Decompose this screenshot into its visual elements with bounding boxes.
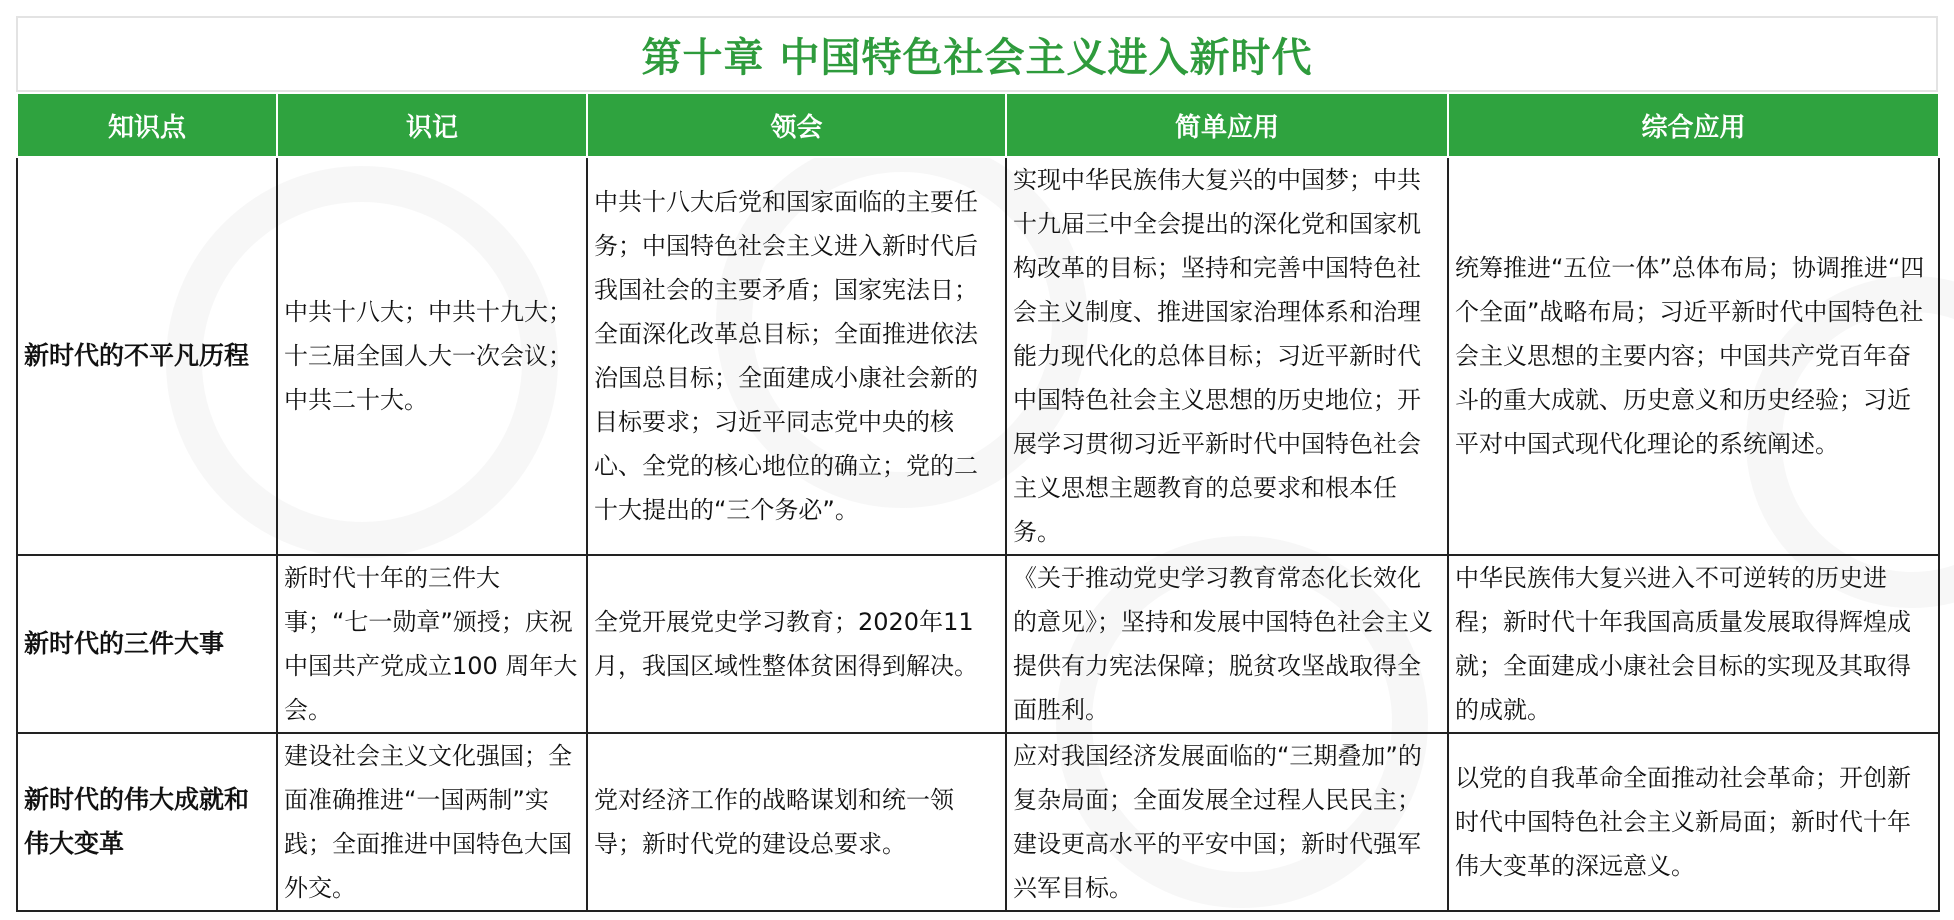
cell-understand: 党对经济工作的战略谋划和统一领导；新时代党的建设总要求。 [587,733,1006,911]
cell-topic: 新时代的伟大成就和伟大变革 [17,733,277,911]
cell-understand: 中共十八大后党和国家面临的主要任务；中国特色社会主义进入新时代后我国社会的主要矛盾；国家宪法日；全面深化改革总目标；全面推进依法治国总目标；全面建成小康社会新的目标要求；习近平同志党中央的核心、全党的核心地位的确立；党的二十大提出的“三个务必”。 [587,157,1006,555]
table-row [17,555,1939,733]
cell-remember: 中共十八大；中共十九大；十三届全国人大一次会议；中共二十大。 [277,157,587,555]
cell-simple-application: 《关于推动党史学习教育常态化长效化的意见》；坚持和发展中国特色社会主义提供有力宪法保障；脱贫攻坚战取得全面胜利。 [1006,555,1448,733]
header-understand: 领会 [587,93,1006,157]
cell-comprehensive-application: 中华民族伟大复兴进入不可逆转的历史进程；新时代十年我国高质量发展取得辉煌成就；全面建成小康社会目标的实现及其取得的成就。 [1448,555,1939,733]
title-bar [16,16,1938,92]
cell-simple-application: 应对我国经济发展面临的“三期叠加”的复杂局面；全面发展全过程人民民主；建设更高水平的平安中国；新时代强军兴军目标。 [1006,733,1448,911]
knowledge-table [16,92,1940,912]
header-remember: 识记 [277,93,587,157]
cell-comprehensive-application: 以党的自我革命全面推动社会革命；开创新时代中国特色社会主义新局面；新时代十年伟大变革的深远意义。 [1448,733,1939,911]
header-row [17,93,1939,157]
cell-remember: 新时代十年的三件大事；“七一勋章”颁授；庆祝中国共产党成立100 周年大会。 [277,555,587,733]
cell-remember: 建设社会主义文化强国；全面准确推进“一国两制”实践；全面推进中国特色大国外交。 [277,733,587,911]
table-row [17,733,1939,911]
cell-topic: 新时代的不平凡历程 [17,157,277,555]
page-title: 第十章 中国特色社会主义进入新时代 [641,34,1313,81]
table-row [17,157,1939,555]
cell-understand: 全党开展党史学习教育；2020年11月，我国区域性整体贫困得到解决。 [587,555,1006,733]
cell-simple-application: 实现中华民族伟大复兴的中国梦；中共十九届三中全会提出的深化党和国家机构改革的目标；坚持和完善中国特色社会主义制度、推进国家治理体系和治理能力现代化的总体目标；习近平新时代中国特色社会主义思想的历史地位；开展学习贯彻习近平新时代中国特色社会主义思想主题教育的总要求和根本任务。 [1006,157,1448,555]
cell-topic: 新时代的三件大事 [17,555,277,733]
header-topic: 知识点 [17,93,277,157]
header-simple-application: 简单应用 [1006,93,1448,157]
header-comprehensive-application: 综合应用 [1448,93,1939,157]
page [16,16,1938,904]
cell-comprehensive-application: 统筹推进“五位一体”总体布局；协调推进“四个全面”战略布局；习近平新时代中国特色社会主义思想的主要内容；中国共产党百年奋斗的重大成就、历史意义和历史经验；习近平对中国式现代化理论的系统阐述。 [1448,157,1939,555]
